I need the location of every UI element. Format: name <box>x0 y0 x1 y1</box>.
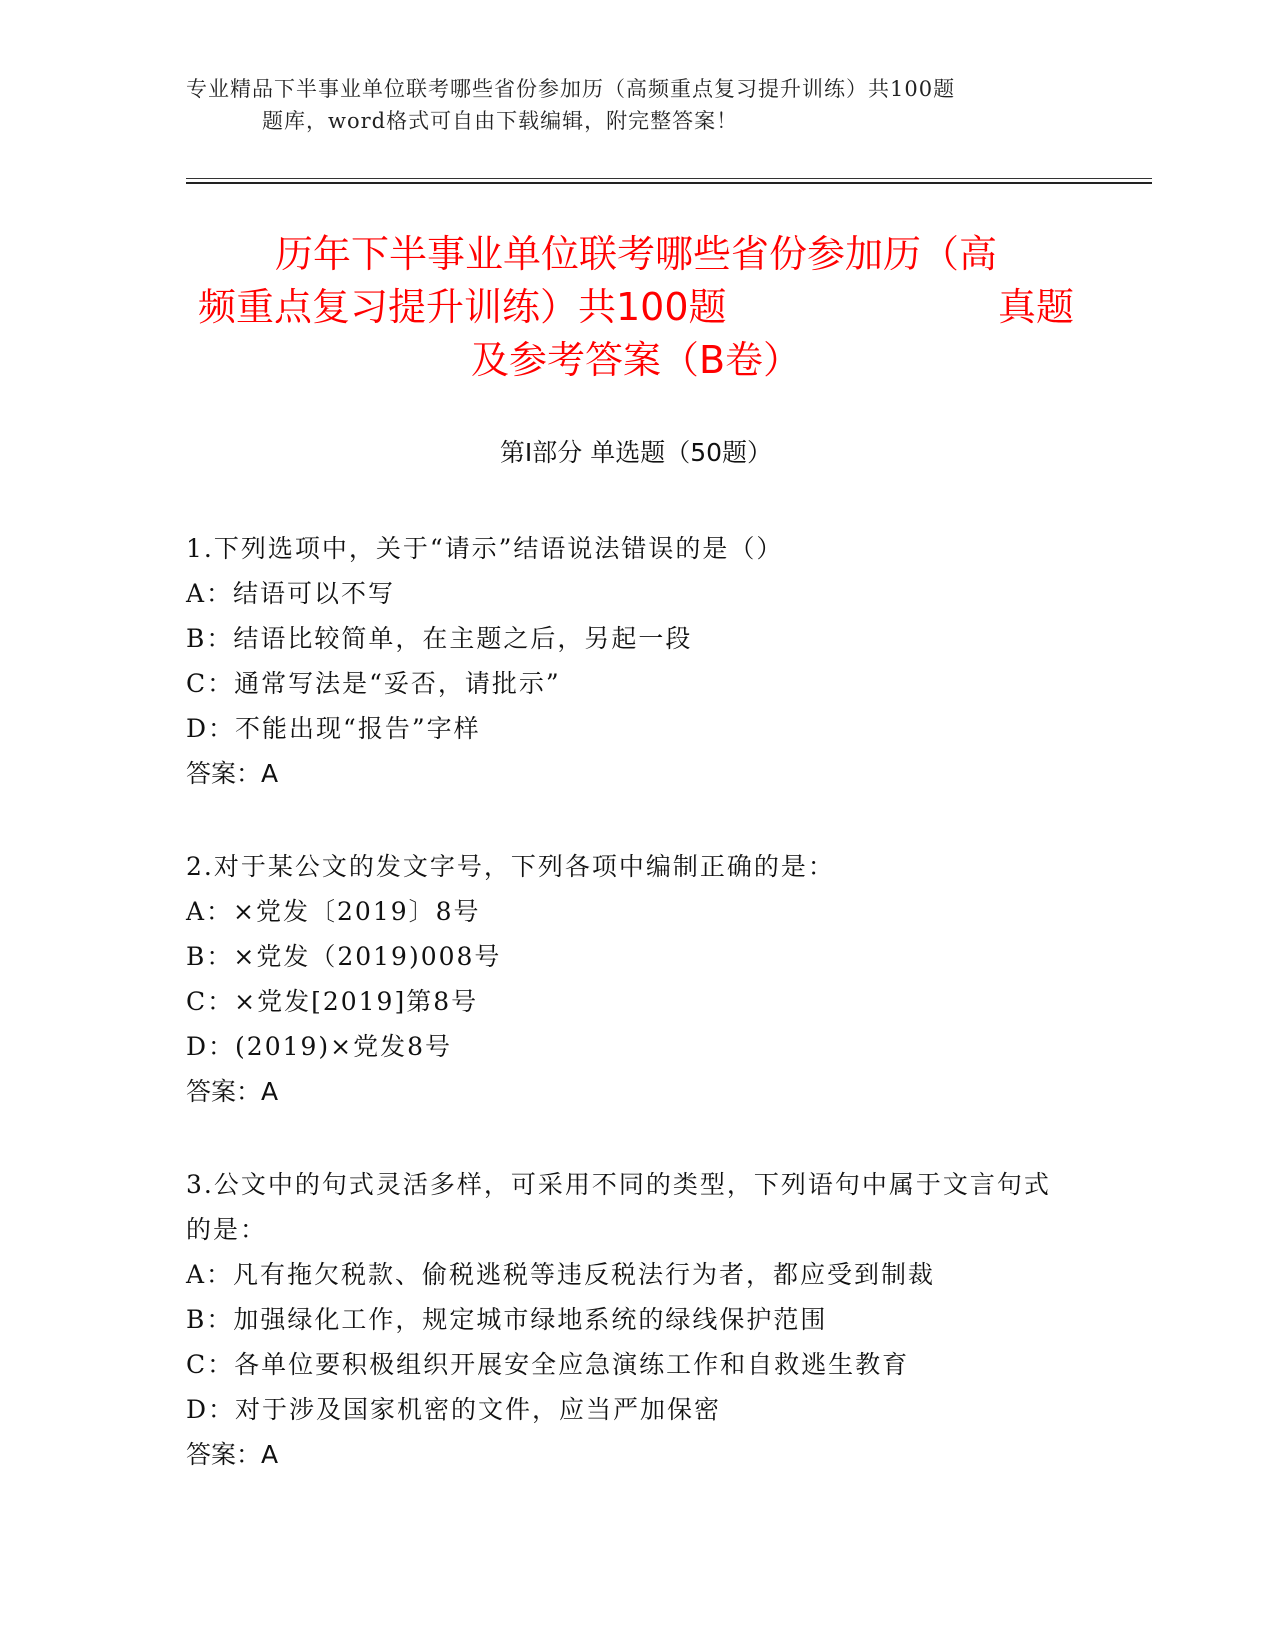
answer: 答案：A <box>186 1077 279 1106</box>
header-rule-thin <box>186 178 1152 179</box>
header-rule-thick <box>186 182 1152 184</box>
section-title: 第Ⅰ部分 单选题（50题） <box>499 438 773 467</box>
question-1 <box>186 526 1066 796</box>
question-stem: 3.公文中的句式灵活多样，可采用不同的类型，下列语句中属于文言句式的是： <box>186 1170 1051 1244</box>
option-b: B：加强绿化工作，规定城市绿地系统的绿线保护范围 <box>186 1305 828 1334</box>
question-stem: 1.下列选项中，关于“请示”结语说法错误的是（） <box>186 534 784 563</box>
question-2 <box>186 844 1066 1114</box>
option-c: C：×党发[2019]第8号 <box>186 987 479 1016</box>
question-stem: 2.对于某公文的发文字号，下列各项中编制正确的是： <box>186 852 835 881</box>
option-b: B：结语比较简单，在主题之后，另起一段 <box>186 624 693 653</box>
page-header <box>186 73 1066 137</box>
title-line-3: 及参考答案（B卷） <box>470 338 802 382</box>
question-3 <box>186 1162 1066 1477</box>
option-a: A：凡有拖欠税款、偷税逃税等违反税法行为者，都应受到制裁 <box>186 1260 936 1289</box>
title-line-2 <box>186 281 1086 334</box>
option-c: C：各单位要积极组织开展安全应急演练工作和自救逃生教育 <box>186 1350 910 1379</box>
header-line-1: 专业精品下半事业单位联考哪些省份参加历（高频重点复习提升训练）共100题 <box>186 77 956 101</box>
option-d: D：(2019)×党发8号 <box>186 1032 453 1061</box>
title-line-2-right: 真题 <box>997 285 1074 329</box>
option-c: C：通常写法是“妥否，请批示” <box>186 669 561 698</box>
title-line-2-left: 频重点复习提升训练）共100题 <box>198 285 727 329</box>
answer: 答案：A <box>186 1440 279 1469</box>
option-a: A：×党发〔2019〕8号 <box>186 897 481 926</box>
header-line-2: 题库，word格式可自由下载编辑，附完整答案！ <box>262 109 739 133</box>
option-d: D：不能出现“报告”字样 <box>186 714 481 743</box>
document-title <box>186 228 1086 387</box>
title-line-1: 历年下半事业单位联考哪些省份参加历（高 <box>274 232 997 276</box>
option-b: B：×党发（2019)008号 <box>186 942 502 971</box>
option-d: D：对于涉及国家机密的文件，应当严加保密 <box>186 1395 722 1424</box>
option-a: A：结语可以不写 <box>186 579 396 608</box>
answer: 答案：A <box>186 759 279 788</box>
